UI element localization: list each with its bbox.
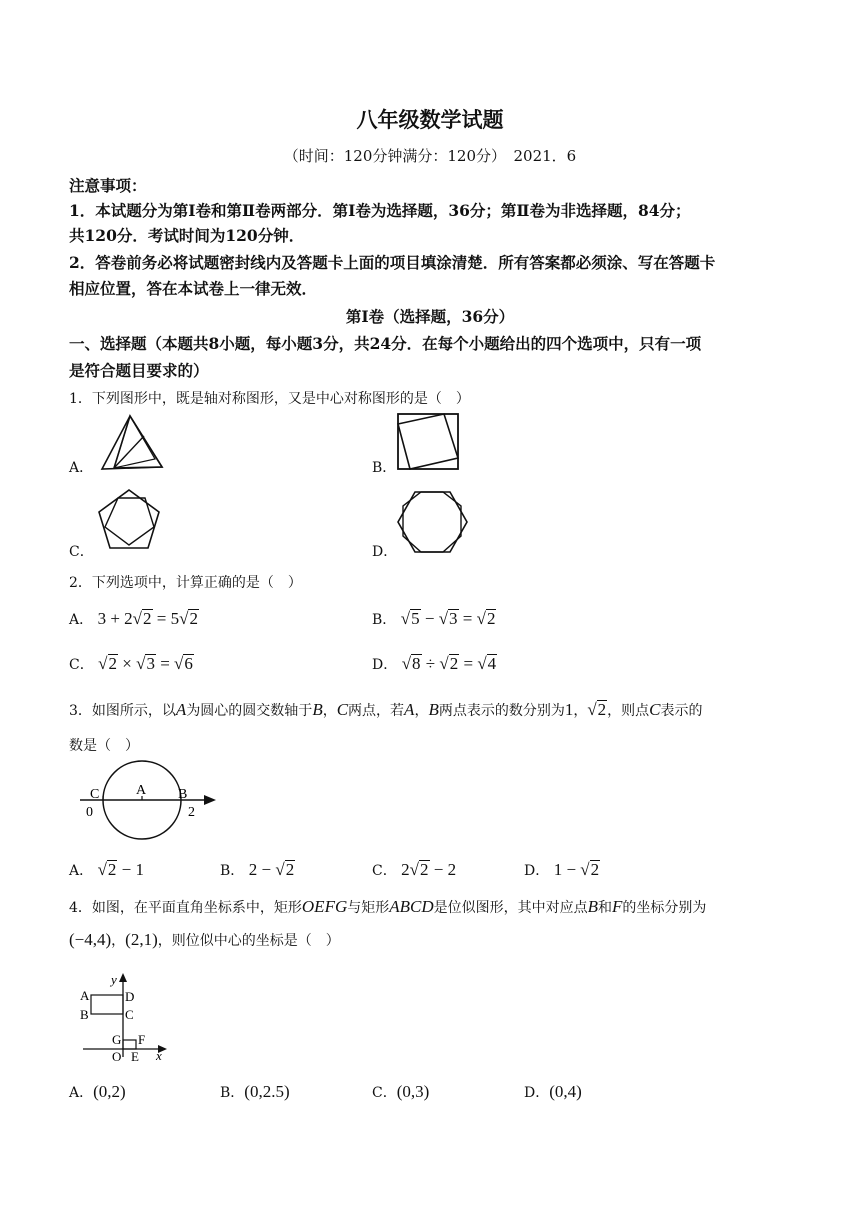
q2-option-c-label: C． bbox=[69, 657, 94, 673]
q3-fig-label-two: 2 bbox=[188, 805, 195, 820]
q4-text-3: 是位似图形，其中对应点 bbox=[433, 900, 588, 916]
q4-fig-label-y: y bbox=[111, 972, 117, 987]
notice-item1-line2: 共120分．考试时间为120分钟． bbox=[69, 226, 305, 245]
q4-and: 和 bbox=[598, 900, 613, 916]
q2-b-radicand1: 5 bbox=[411, 609, 420, 628]
q4-option-c-label: C． bbox=[372, 1085, 397, 1101]
q1-option-d-label: D． bbox=[372, 544, 398, 560]
q3-sqrt-two: 2 bbox=[597, 700, 607, 719]
q3-text-3: 两点，若 bbox=[348, 703, 405, 719]
q3-d-pre: 1 − bbox=[553, 860, 581, 879]
exam-title: 八年级数学试题 bbox=[356, 107, 504, 132]
q3-option-c-label: C． bbox=[372, 863, 397, 879]
q3-var-c: C bbox=[336, 700, 349, 719]
notice-heading: 注意事项： bbox=[69, 176, 147, 195]
q2-c-radicand1: 2 bbox=[108, 654, 118, 673]
q4-option-c-value: (0,3) bbox=[396, 1082, 430, 1101]
q1-figure-a bbox=[100, 414, 170, 474]
q3-var-c-2: C bbox=[649, 700, 661, 719]
q1-figure-d bbox=[395, 490, 471, 556]
notice-item1-line1: 1．本试题分为第Ⅰ卷和第Ⅱ卷两部分．第Ⅰ卷为选择题，36分；第Ⅱ卷为非选择题，84分； bbox=[69, 201, 691, 220]
q4-fig-label-b: B bbox=[80, 1007, 89, 1022]
q4-option-b bbox=[220, 1082, 290, 1102]
q4-coord-f: (2,1) bbox=[125, 930, 158, 949]
q2-option-b-label: B． bbox=[372, 612, 397, 628]
q3-option-b: B． 2 − √2 bbox=[220, 860, 295, 879]
section1-line2: 是符合题目要求的） bbox=[69, 361, 209, 380]
q3-number-line-figure bbox=[78, 760, 228, 842]
q3-c-pre: 2 bbox=[401, 860, 410, 879]
q4-rect-abcd: ABCD bbox=[389, 897, 434, 916]
q3-option-c: C． 2√2 − 2 bbox=[372, 860, 457, 879]
q3-option-a-label: A． bbox=[69, 863, 94, 879]
q3-stem-line1: 3．如图所示，以A为圆心的圆交数轴于B，C两点，若A，B两点表示的数分别为1，√2，则点C表示的 bbox=[69, 700, 703, 719]
q3-option-d: D． 1 − √2 bbox=[524, 860, 600, 879]
q4-rect-oefg: OEFG bbox=[301, 897, 348, 916]
q3-fig-label-zero: 0 bbox=[86, 805, 93, 820]
q2-c-eq: = bbox=[155, 654, 175, 673]
q2-option-c-expr: √2 × √3 = √6 bbox=[98, 654, 193, 673]
q3-comma-3: ， bbox=[573, 703, 588, 719]
q4-fig-label-g: G bbox=[112, 1032, 122, 1047]
q4-var-f: F bbox=[612, 897, 623, 916]
q2-option-c bbox=[69, 654, 194, 674]
q3-var-b: B bbox=[312, 700, 323, 719]
q3-option-a: A． √2 − 1 bbox=[69, 860, 145, 879]
q1-stem: 1．下列图形中，既是轴对称图形，又是中心对称图形的是（ ） bbox=[69, 391, 470, 407]
q3-num-one: 1 bbox=[564, 700, 574, 719]
q4-option-b-value: (0,2.5) bbox=[244, 1082, 290, 1101]
q3-text-1: 3．如图所示，以 bbox=[69, 703, 176, 719]
q4-fig-label-e: E bbox=[131, 1049, 139, 1064]
q3-comma-2: ， bbox=[414, 703, 429, 719]
q4-option-d-label: D． bbox=[524, 1085, 550, 1101]
q4-text-5: ，则位似中心的坐标是（ ） bbox=[157, 933, 340, 949]
q4-option-c bbox=[372, 1082, 429, 1102]
q2-a-radicand1: 2 bbox=[143, 609, 152, 628]
q3-c-radicand: 2 bbox=[420, 860, 429, 879]
q2-option-a-label: A． bbox=[69, 612, 94, 628]
q2-a-radicand2: 2 bbox=[189, 609, 198, 628]
q2-a-eq: = 5 bbox=[152, 609, 180, 628]
exam-subtitle: （时间：120分钟满分：120分） 2021．6 bbox=[283, 147, 577, 165]
q2-option-b-expr: √5 − √3 = √2 bbox=[400, 609, 496, 628]
q2-d-radicand3: 4 bbox=[487, 654, 497, 673]
q3-text-4: 两点表示的数分别为 bbox=[438, 703, 565, 719]
q4-coord-b: (−4,4) bbox=[69, 930, 112, 949]
q3-fig-label-a: A bbox=[136, 783, 147, 798]
q1-option-b-label: B． bbox=[372, 460, 397, 476]
q4-option-d bbox=[524, 1082, 582, 1102]
q4-text-2: 与矩形 bbox=[347, 900, 390, 916]
q2-option-a-expr: 3 + 2√2 = 5√2 bbox=[97, 609, 198, 628]
q2-b-radicand3: 2 bbox=[486, 609, 496, 628]
q3-c-tail: − 2 bbox=[429, 860, 457, 879]
q3-comma-1: ， bbox=[322, 703, 337, 719]
q3-fig-label-b: B bbox=[178, 787, 188, 802]
q4-option-a bbox=[69, 1082, 126, 1102]
q3-option-b-label: B． bbox=[220, 863, 245, 879]
q4-fig-label-d: D bbox=[125, 989, 135, 1004]
q4-option-b-label: B． bbox=[220, 1085, 245, 1101]
q4-text-4: 的坐标分别为 bbox=[622, 900, 707, 916]
q2-c-radicand3: 6 bbox=[184, 654, 193, 673]
q4-sep: ， bbox=[111, 933, 126, 949]
section1-line1: 一、选择题（本题共8小题，每小题3分，共24分．在每个小题给出的四个选项中，只有一项 bbox=[69, 334, 702, 353]
q2-option-b bbox=[372, 609, 496, 629]
q4-text-1: 4．如图，在平面直角坐标系中，矩形 bbox=[69, 900, 302, 916]
q3-var-a: A bbox=[175, 700, 187, 719]
q4-option-d-value: (0,4) bbox=[549, 1082, 582, 1101]
q2-d-op: ÷ bbox=[421, 654, 440, 673]
q2-option-a bbox=[69, 609, 199, 629]
q2-d-eq: = bbox=[459, 654, 478, 673]
q3-b-radicand: 2 bbox=[285, 860, 295, 879]
q1-option-c-label: C． bbox=[69, 544, 94, 560]
q3-stem-line2: 数是（ ） bbox=[69, 738, 139, 754]
q2-stem: 2．下列选项中，计算正确的是（ ） bbox=[69, 575, 302, 591]
q2-b-eq: = bbox=[458, 609, 477, 628]
q2-option-d-label: D． bbox=[372, 657, 398, 673]
q4-stem-line2 bbox=[69, 930, 340, 950]
q2-d-radicand1: 8 bbox=[412, 654, 421, 673]
q3-text-5: ，则点 bbox=[607, 703, 650, 719]
q4-coordinate-figure bbox=[78, 970, 178, 1062]
q3-var-a-2: A bbox=[404, 700, 415, 719]
q3-a-tail: − 1 bbox=[117, 860, 145, 879]
notice-item2-line1: 2．答卷前务必将试题密封线内及答题卡上面的项目填涂清楚．所有答案都必须涂、写在答题卡 bbox=[69, 253, 716, 272]
q1-figure-c bbox=[94, 488, 164, 552]
q2-c-op: × bbox=[118, 654, 137, 673]
q3-var-b-2: B bbox=[428, 700, 439, 719]
q2-b-op: − bbox=[420, 609, 439, 628]
q4-stem-line1 bbox=[69, 897, 706, 917]
part1-heading: 第Ⅰ卷（选择题，36分） bbox=[345, 307, 515, 326]
q4-option-a-label: A． bbox=[69, 1085, 94, 1101]
q3-d-radicand: 2 bbox=[590, 860, 600, 879]
q2-c-radicand2: 3 bbox=[146, 654, 155, 673]
q4-fig-label-f: F bbox=[138, 1032, 146, 1047]
q2-b-radicand2: 3 bbox=[449, 609, 458, 628]
notice-item2-line2: 相应位置，答在本试卷上一律无效． bbox=[69, 279, 318, 298]
q4-fig-label-o: O bbox=[112, 1049, 122, 1064]
q3-b-pre: 2 − bbox=[248, 860, 276, 879]
q2-d-radicand2: 2 bbox=[449, 654, 459, 673]
q3-a-radicand: 2 bbox=[107, 860, 117, 879]
q2-a-pre: 3 + 2 bbox=[97, 609, 133, 628]
q3-text-6: 表示的 bbox=[660, 703, 703, 719]
q4-fig-label-a: A bbox=[80, 988, 90, 1003]
q3-fig-label-c: C bbox=[90, 787, 100, 802]
q1-figure-b bbox=[396, 412, 462, 472]
q4-option-a-value: (0,2) bbox=[93, 1082, 126, 1101]
q3-text-2: 为圆心的圆交数轴于 bbox=[186, 703, 313, 719]
q2-option-d bbox=[372, 654, 497, 674]
q3-option-d-label: D． bbox=[524, 863, 550, 879]
q4-var-b: B bbox=[587, 897, 599, 916]
q4-fig-label-x: x bbox=[156, 1048, 162, 1063]
q1-option-a-label: A． bbox=[69, 460, 94, 476]
q2-option-d-expr: √8 ÷ √2 = √4 bbox=[401, 654, 497, 673]
q4-fig-label-c: C bbox=[125, 1007, 134, 1022]
